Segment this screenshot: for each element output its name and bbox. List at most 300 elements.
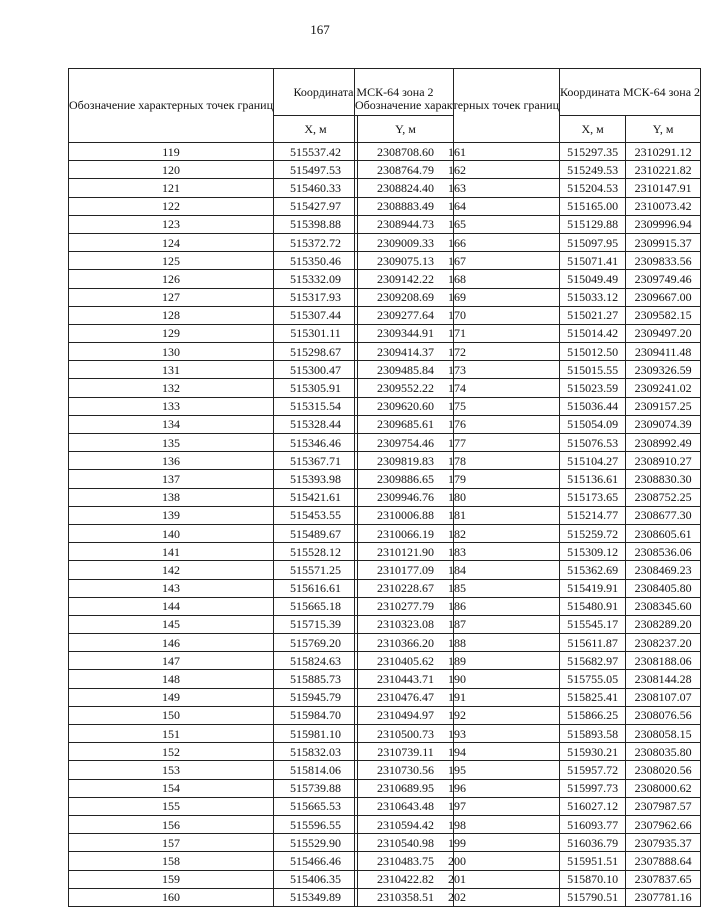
x-coordinate-cell: 515545.17 bbox=[560, 615, 626, 633]
point-cell: 125 bbox=[69, 252, 274, 270]
y-coordinate-cell: 2309819.83 bbox=[358, 452, 454, 470]
y-coordinate-cell: 2309009.33 bbox=[358, 233, 454, 251]
table-row bbox=[355, 179, 701, 197]
x-coordinate-cell: 515014.42 bbox=[560, 324, 626, 342]
table-row bbox=[355, 288, 701, 306]
x-coordinate-cell: 515997.73 bbox=[560, 779, 626, 797]
y-coordinate-cell: 2310443.71 bbox=[358, 670, 454, 688]
x-coordinate-cell: 515537.42 bbox=[274, 143, 358, 161]
point-cell: 188 bbox=[355, 634, 560, 652]
y-coordinate-cell: 2310476.47 bbox=[358, 688, 454, 706]
x-coordinate-cell: 515453.55 bbox=[274, 506, 358, 524]
x-coordinate-cell: 515012.50 bbox=[560, 343, 626, 361]
y-coordinate-cell: 2309620.60 bbox=[358, 397, 454, 415]
table-row bbox=[355, 452, 701, 470]
y-column-header: Y, м bbox=[626, 116, 701, 143]
y-coordinate-cell: 2310500.73 bbox=[358, 725, 454, 743]
table-row bbox=[355, 397, 701, 415]
point-cell: 133 bbox=[69, 397, 274, 415]
y-coordinate-cell: 2310177.09 bbox=[358, 561, 454, 579]
point-cell: 192 bbox=[355, 706, 560, 724]
x-coordinate-cell: 515529.90 bbox=[274, 834, 358, 852]
point-cell: 177 bbox=[355, 434, 560, 452]
designation-header: Обозначение характерных точек границ bbox=[355, 69, 560, 143]
y-coordinate-cell: 2308677.30 bbox=[626, 506, 701, 524]
x-coordinate-cell: 515528.12 bbox=[274, 543, 358, 561]
y-coordinate-cell: 2308020.56 bbox=[626, 761, 701, 779]
x-coordinate-cell: 515204.53 bbox=[560, 179, 626, 197]
table-row bbox=[355, 524, 701, 542]
x-coordinate-cell: 515739.88 bbox=[274, 779, 358, 797]
point-cell: 126 bbox=[69, 270, 274, 288]
x-coordinate-cell: 515832.03 bbox=[274, 743, 358, 761]
point-cell: 183 bbox=[355, 543, 560, 561]
point-cell: 152 bbox=[69, 743, 274, 761]
point-cell: 120 bbox=[69, 161, 274, 179]
point-cell: 181 bbox=[355, 506, 560, 524]
y-coordinate-cell: 2307888.64 bbox=[626, 852, 701, 870]
point-cell: 164 bbox=[355, 197, 560, 215]
y-coordinate-cell: 2310228.67 bbox=[358, 579, 454, 597]
x-coordinate-cell: 515317.93 bbox=[274, 288, 358, 306]
x-coordinate-cell: 515460.33 bbox=[274, 179, 358, 197]
x-coordinate-cell: 515301.11 bbox=[274, 324, 358, 342]
x-coordinate-cell: 515825.41 bbox=[560, 688, 626, 706]
y-coordinate-cell: 2310006.88 bbox=[358, 506, 454, 524]
x-coordinate-cell: 515307.44 bbox=[274, 306, 358, 324]
x-coordinate-cell: 515350.46 bbox=[274, 252, 358, 270]
x-coordinate-cell: 515173.65 bbox=[560, 488, 626, 506]
table-row bbox=[355, 706, 701, 724]
y-coordinate-cell: 2310366.20 bbox=[358, 634, 454, 652]
table-row bbox=[355, 634, 701, 652]
y-coordinate-cell: 2309241.02 bbox=[626, 379, 701, 397]
y-coordinate-cell: 2308144.28 bbox=[626, 670, 701, 688]
x-coordinate-cell: 515036.44 bbox=[560, 397, 626, 415]
x-coordinate-cell: 515957.72 bbox=[560, 761, 626, 779]
y-coordinate-cell: 2309915.37 bbox=[626, 233, 701, 251]
y-coordinate-cell: 2309074.39 bbox=[626, 415, 701, 433]
table-row bbox=[355, 233, 701, 251]
point-cell: 139 bbox=[69, 506, 274, 524]
x-coordinate-cell: 515332.09 bbox=[274, 270, 358, 288]
point-cell: 129 bbox=[69, 324, 274, 342]
point-cell: 135 bbox=[69, 434, 274, 452]
x-coordinate-cell: 515480.91 bbox=[560, 597, 626, 615]
y-coordinate-cell: 2308035.80 bbox=[626, 743, 701, 761]
y-coordinate-cell: 2309886.65 bbox=[358, 470, 454, 488]
x-coordinate-cell: 515015.55 bbox=[560, 361, 626, 379]
table-row bbox=[355, 306, 701, 324]
point-cell: 172 bbox=[355, 343, 560, 361]
y-coordinate-cell: 2308752.25 bbox=[626, 488, 701, 506]
point-cell: 191 bbox=[355, 688, 560, 706]
x-coordinate-cell: 515300.47 bbox=[274, 361, 358, 379]
y-coordinate-cell: 2310689.95 bbox=[358, 779, 454, 797]
y-coordinate-cell: 2307837.65 bbox=[626, 870, 701, 888]
table-row bbox=[355, 470, 701, 488]
table-row bbox=[355, 324, 701, 342]
point-cell: 161 bbox=[355, 143, 560, 161]
table-row bbox=[355, 888, 701, 906]
x-coordinate-cell: 515309.12 bbox=[560, 543, 626, 561]
point-cell: 175 bbox=[355, 397, 560, 415]
point-cell: 200 bbox=[355, 852, 560, 870]
point-cell: 153 bbox=[69, 761, 274, 779]
table-row bbox=[355, 779, 701, 797]
x-coordinate-cell: 515755.05 bbox=[560, 670, 626, 688]
x-coordinate-cell: 515715.39 bbox=[274, 615, 358, 633]
point-cell: 121 bbox=[69, 179, 274, 197]
y-coordinate-cell: 2310494.97 bbox=[358, 706, 454, 724]
x-coordinate-cell: 515790.51 bbox=[560, 888, 626, 906]
point-cell: 124 bbox=[69, 233, 274, 251]
point-cell: 174 bbox=[355, 379, 560, 397]
x-coordinate-cell: 515362.69 bbox=[560, 561, 626, 579]
table-row bbox=[355, 834, 701, 852]
x-coordinate-cell: 515665.18 bbox=[274, 597, 358, 615]
y-coordinate-cell: 2308536.06 bbox=[626, 543, 701, 561]
point-cell: 144 bbox=[69, 597, 274, 615]
point-cell: 143 bbox=[69, 579, 274, 597]
y-coordinate-cell: 2309277.64 bbox=[358, 306, 454, 324]
table-row bbox=[355, 688, 701, 706]
x-coordinate-cell: 515427.97 bbox=[274, 197, 358, 215]
table-row bbox=[355, 561, 701, 579]
y-coordinate-cell: 2308764.79 bbox=[358, 161, 454, 179]
table-row bbox=[355, 815, 701, 833]
x-coordinate-cell: 515870.10 bbox=[560, 870, 626, 888]
point-cell: 187 bbox=[355, 615, 560, 633]
point-cell: 158 bbox=[69, 852, 274, 870]
y-coordinate-cell: 2309411.48 bbox=[626, 343, 701, 361]
y-coordinate-cell: 2309946.76 bbox=[358, 488, 454, 506]
y-coordinate-cell: 2308944.73 bbox=[358, 215, 454, 233]
x-coordinate-cell: 515489.67 bbox=[274, 524, 358, 542]
y-coordinate-cell: 2310073.42 bbox=[626, 197, 701, 215]
y-coordinate-cell: 2308289.20 bbox=[626, 615, 701, 633]
x-coordinate-cell: 515259.72 bbox=[560, 524, 626, 542]
point-cell: 137 bbox=[69, 470, 274, 488]
x-coordinate-cell: 515315.54 bbox=[274, 397, 358, 415]
y-coordinate-cell: 2308469.23 bbox=[626, 561, 701, 579]
table-row bbox=[355, 725, 701, 743]
x-coordinate-cell: 515665.53 bbox=[274, 797, 358, 815]
point-cell: 199 bbox=[355, 834, 560, 852]
point-cell: 131 bbox=[69, 361, 274, 379]
x-coordinate-cell: 515419.91 bbox=[560, 579, 626, 597]
x-coordinate-cell: 515249.53 bbox=[560, 161, 626, 179]
point-cell: 145 bbox=[69, 615, 274, 633]
y-coordinate-cell: 2309996.94 bbox=[626, 215, 701, 233]
point-cell: 198 bbox=[355, 815, 560, 833]
point-cell: 141 bbox=[69, 543, 274, 561]
y-coordinate-cell: 2308883.49 bbox=[358, 197, 454, 215]
y-coordinate-cell: 2310277.79 bbox=[358, 597, 454, 615]
point-cell: 136 bbox=[69, 452, 274, 470]
y-coordinate-cell: 2309157.25 bbox=[626, 397, 701, 415]
point-cell: 197 bbox=[355, 797, 560, 815]
y-coordinate-cell: 2309326.59 bbox=[626, 361, 701, 379]
y-coordinate-cell: 2310422.82 bbox=[358, 870, 454, 888]
y-coordinate-cell: 2307987.57 bbox=[626, 797, 701, 815]
x-coordinate-cell: 515951.51 bbox=[560, 852, 626, 870]
point-cell: 162 bbox=[355, 161, 560, 179]
y-coordinate-cell: 2308345.60 bbox=[626, 597, 701, 615]
point-cell: 196 bbox=[355, 779, 560, 797]
x-coordinate-cell: 515297.35 bbox=[560, 143, 626, 161]
y-coordinate-cell: 2310221.82 bbox=[626, 161, 701, 179]
table-row bbox=[355, 579, 701, 597]
point-cell: 168 bbox=[355, 270, 560, 288]
point-cell: 140 bbox=[69, 524, 274, 542]
x-coordinate-cell: 515571.25 bbox=[274, 561, 358, 579]
y-coordinate-cell: 2310066.19 bbox=[358, 524, 454, 542]
x-coordinate-cell: 515945.79 bbox=[274, 688, 358, 706]
x-coordinate-cell: 515071.41 bbox=[560, 252, 626, 270]
x-coordinate-cell: 516027.12 bbox=[560, 797, 626, 815]
point-cell: 119 bbox=[69, 143, 274, 161]
point-cell: 134 bbox=[69, 415, 274, 433]
page-number: 167 bbox=[310, 22, 330, 37]
x-coordinate-cell: 515930.21 bbox=[560, 743, 626, 761]
x-coordinate-cell: 516036.79 bbox=[560, 834, 626, 852]
point-cell: 151 bbox=[69, 725, 274, 743]
y-coordinate-cell: 2310121.90 bbox=[358, 543, 454, 561]
point-cell: 149 bbox=[69, 688, 274, 706]
point-cell: 179 bbox=[355, 470, 560, 488]
table-row bbox=[355, 870, 701, 888]
table-row bbox=[355, 615, 701, 633]
y-coordinate-cell: 2309833.56 bbox=[626, 252, 701, 270]
table-row bbox=[355, 379, 701, 397]
point-cell: 167 bbox=[355, 252, 560, 270]
y-coordinate-cell: 2308824.40 bbox=[358, 179, 454, 197]
point-cell: 186 bbox=[355, 597, 560, 615]
y-coordinate-cell: 2309667.00 bbox=[626, 288, 701, 306]
point-cell: 154 bbox=[69, 779, 274, 797]
y-coordinate-cell: 2308188.06 bbox=[626, 652, 701, 670]
point-cell: 123 bbox=[69, 215, 274, 233]
point-cell: 165 bbox=[355, 215, 560, 233]
point-cell: 185 bbox=[355, 579, 560, 597]
table-row bbox=[355, 543, 701, 561]
table-row bbox=[355, 415, 701, 433]
table-row bbox=[355, 161, 701, 179]
y-coordinate-cell: 2309208.69 bbox=[358, 288, 454, 306]
x-coordinate-cell: 515893.58 bbox=[560, 725, 626, 743]
x-coordinate-cell: 515129.88 bbox=[560, 215, 626, 233]
point-cell: 147 bbox=[69, 652, 274, 670]
table-row bbox=[355, 506, 701, 524]
x-coordinate-cell: 515136.61 bbox=[560, 470, 626, 488]
y-coordinate-cell: 2308107.07 bbox=[626, 688, 701, 706]
y-coordinate-cell: 2310483.75 bbox=[358, 852, 454, 870]
y-coordinate-cell: 2309142.22 bbox=[358, 270, 454, 288]
point-cell: 189 bbox=[355, 652, 560, 670]
point-cell: 182 bbox=[355, 524, 560, 542]
point-cell: 170 bbox=[355, 306, 560, 324]
y-coordinate-cell: 2310643.48 bbox=[358, 797, 454, 815]
table-row bbox=[355, 743, 701, 761]
x-coordinate-cell: 515021.27 bbox=[560, 306, 626, 324]
x-coordinate-cell: 515393.98 bbox=[274, 470, 358, 488]
table-body bbox=[355, 143, 701, 907]
point-cell: 202 bbox=[355, 888, 560, 906]
x-coordinate-cell: 515349.89 bbox=[274, 888, 358, 906]
x-coordinate-cell: 515367.71 bbox=[274, 452, 358, 470]
y-coordinate-cell: 2308237.20 bbox=[626, 634, 701, 652]
table-row bbox=[355, 652, 701, 670]
point-cell: 193 bbox=[355, 725, 560, 743]
point-cell: 178 bbox=[355, 452, 560, 470]
point-cell: 150 bbox=[69, 706, 274, 724]
point-cell: 176 bbox=[355, 415, 560, 433]
x-coordinate-cell: 515682.97 bbox=[560, 652, 626, 670]
point-cell: 163 bbox=[355, 179, 560, 197]
y-coordinate-cell: 2309754.46 bbox=[358, 434, 454, 452]
x-coordinate-cell: 515406.35 bbox=[274, 870, 358, 888]
table-row bbox=[355, 852, 701, 870]
point-cell: 169 bbox=[355, 288, 560, 306]
y-coordinate-cell: 2308708.60 bbox=[358, 143, 454, 161]
x-coordinate-cell: 515165.00 bbox=[560, 197, 626, 215]
y-coordinate-cell: 2308058.15 bbox=[626, 725, 701, 743]
x-column-header: X, м bbox=[274, 116, 358, 143]
y-coordinate-cell: 2307962.66 bbox=[626, 815, 701, 833]
y-coordinate-cell: 2309075.13 bbox=[358, 252, 454, 270]
y-coordinate-cell: 2310323.08 bbox=[358, 615, 454, 633]
point-cell: 180 bbox=[355, 488, 560, 506]
table-row bbox=[355, 215, 701, 233]
x-coordinate-cell: 515214.77 bbox=[560, 506, 626, 524]
point-cell: 201 bbox=[355, 870, 560, 888]
x-coordinate-cell: 515298.67 bbox=[274, 343, 358, 361]
x-coordinate-cell: 515328.44 bbox=[274, 415, 358, 433]
point-cell: 156 bbox=[69, 815, 274, 833]
table-row bbox=[355, 488, 701, 506]
table-row bbox=[355, 670, 701, 688]
x-coordinate-cell: 515097.95 bbox=[560, 233, 626, 251]
y-coordinate-cell: 2307935.37 bbox=[626, 834, 701, 852]
x-coordinate-cell: 515769.20 bbox=[274, 634, 358, 652]
x-coordinate-cell: 515814.06 bbox=[274, 761, 358, 779]
x-coordinate-cell: 515981.10 bbox=[274, 725, 358, 743]
y-coordinate-cell: 2309552.22 bbox=[358, 379, 454, 397]
y-coordinate-cell: 2307781.16 bbox=[626, 888, 701, 906]
table-row bbox=[355, 761, 701, 779]
x-coordinate-cell: 515497.53 bbox=[274, 161, 358, 179]
point-cell: 157 bbox=[69, 834, 274, 852]
table-row bbox=[355, 197, 701, 215]
table-row bbox=[355, 143, 701, 161]
y-coordinate-cell: 2309582.15 bbox=[626, 306, 701, 324]
x-coordinate-cell: 515346.46 bbox=[274, 434, 358, 452]
point-cell: 130 bbox=[69, 343, 274, 361]
point-cell: 171 bbox=[355, 324, 560, 342]
point-cell: 122 bbox=[69, 197, 274, 215]
x-column-header: X, м bbox=[560, 116, 626, 143]
y-coordinate-cell: 2310540.98 bbox=[358, 834, 454, 852]
x-coordinate-cell: 515885.73 bbox=[274, 670, 358, 688]
y-column-header: Y, м bbox=[358, 116, 454, 143]
point-cell: 184 bbox=[355, 561, 560, 579]
y-coordinate-cell: 2309344.91 bbox=[358, 324, 454, 342]
point-cell: 190 bbox=[355, 670, 560, 688]
y-coordinate-cell: 2308405.80 bbox=[626, 579, 701, 597]
point-cell: 195 bbox=[355, 761, 560, 779]
x-coordinate-cell: 515054.09 bbox=[560, 415, 626, 433]
coordinate-system-header: Координата МСК-64 зона 2 bbox=[274, 69, 454, 116]
coordinates-table-right bbox=[354, 68, 701, 907]
x-coordinate-cell: 515398.88 bbox=[274, 215, 358, 233]
x-coordinate-cell: 515076.53 bbox=[560, 434, 626, 452]
table-row bbox=[355, 797, 701, 815]
y-coordinate-cell: 2310594.42 bbox=[358, 815, 454, 833]
x-coordinate-cell: 515866.25 bbox=[560, 706, 626, 724]
y-coordinate-cell: 2308000.62 bbox=[626, 779, 701, 797]
point-cell: 127 bbox=[69, 288, 274, 306]
x-coordinate-cell: 515616.61 bbox=[274, 579, 358, 597]
y-coordinate-cell: 2308992.49 bbox=[626, 434, 701, 452]
x-coordinate-cell: 515466.46 bbox=[274, 852, 358, 870]
y-coordinate-cell: 2309414.37 bbox=[358, 343, 454, 361]
y-coordinate-cell: 2308605.61 bbox=[626, 524, 701, 542]
table-row bbox=[355, 252, 701, 270]
point-cell: 159 bbox=[69, 870, 274, 888]
point-cell: 194 bbox=[355, 743, 560, 761]
y-coordinate-cell: 2309497.20 bbox=[626, 324, 701, 342]
y-coordinate-cell: 2310739.11 bbox=[358, 743, 454, 761]
point-cell: 160 bbox=[69, 888, 274, 906]
point-cell: 148 bbox=[69, 670, 274, 688]
coordinate-system-header: Координата МСК-64 зона 2 bbox=[560, 69, 701, 116]
x-coordinate-cell: 515023.59 bbox=[560, 379, 626, 397]
y-coordinate-cell: 2310147.91 bbox=[626, 179, 701, 197]
y-coordinate-cell: 2308076.56 bbox=[626, 706, 701, 724]
x-coordinate-cell: 515104.27 bbox=[560, 452, 626, 470]
table-row bbox=[355, 270, 701, 288]
table-row bbox=[355, 361, 701, 379]
y-coordinate-cell: 2308910.27 bbox=[626, 452, 701, 470]
y-coordinate-cell: 2309485.84 bbox=[358, 361, 454, 379]
point-cell: 146 bbox=[69, 634, 274, 652]
x-coordinate-cell: 515372.72 bbox=[274, 233, 358, 251]
point-cell: 128 bbox=[69, 306, 274, 324]
x-coordinate-cell: 515305.91 bbox=[274, 379, 358, 397]
table-row bbox=[355, 597, 701, 615]
point-cell: 138 bbox=[69, 488, 274, 506]
y-coordinate-cell: 2309749.46 bbox=[626, 270, 701, 288]
x-coordinate-cell: 515049.49 bbox=[560, 270, 626, 288]
x-coordinate-cell: 515033.12 bbox=[560, 288, 626, 306]
point-cell: 173 bbox=[355, 361, 560, 379]
point-cell: 166 bbox=[355, 233, 560, 251]
x-coordinate-cell: 516093.77 bbox=[560, 815, 626, 833]
y-coordinate-cell: 2308830.30 bbox=[626, 470, 701, 488]
designation-header: Обозначение характерных точек границ bbox=[69, 69, 274, 143]
table-row bbox=[355, 343, 701, 361]
x-coordinate-cell: 515421.61 bbox=[274, 488, 358, 506]
y-coordinate-cell: 2310291.12 bbox=[626, 143, 701, 161]
y-coordinate-cell: 2310358.51 bbox=[358, 888, 454, 906]
x-coordinate-cell: 515824.63 bbox=[274, 652, 358, 670]
y-coordinate-cell: 2310405.62 bbox=[358, 652, 454, 670]
point-cell: 142 bbox=[69, 561, 274, 579]
x-coordinate-cell: 515611.87 bbox=[560, 634, 626, 652]
x-coordinate-cell: 515984.70 bbox=[274, 706, 358, 724]
y-coordinate-cell: 2309685.61 bbox=[358, 415, 454, 433]
